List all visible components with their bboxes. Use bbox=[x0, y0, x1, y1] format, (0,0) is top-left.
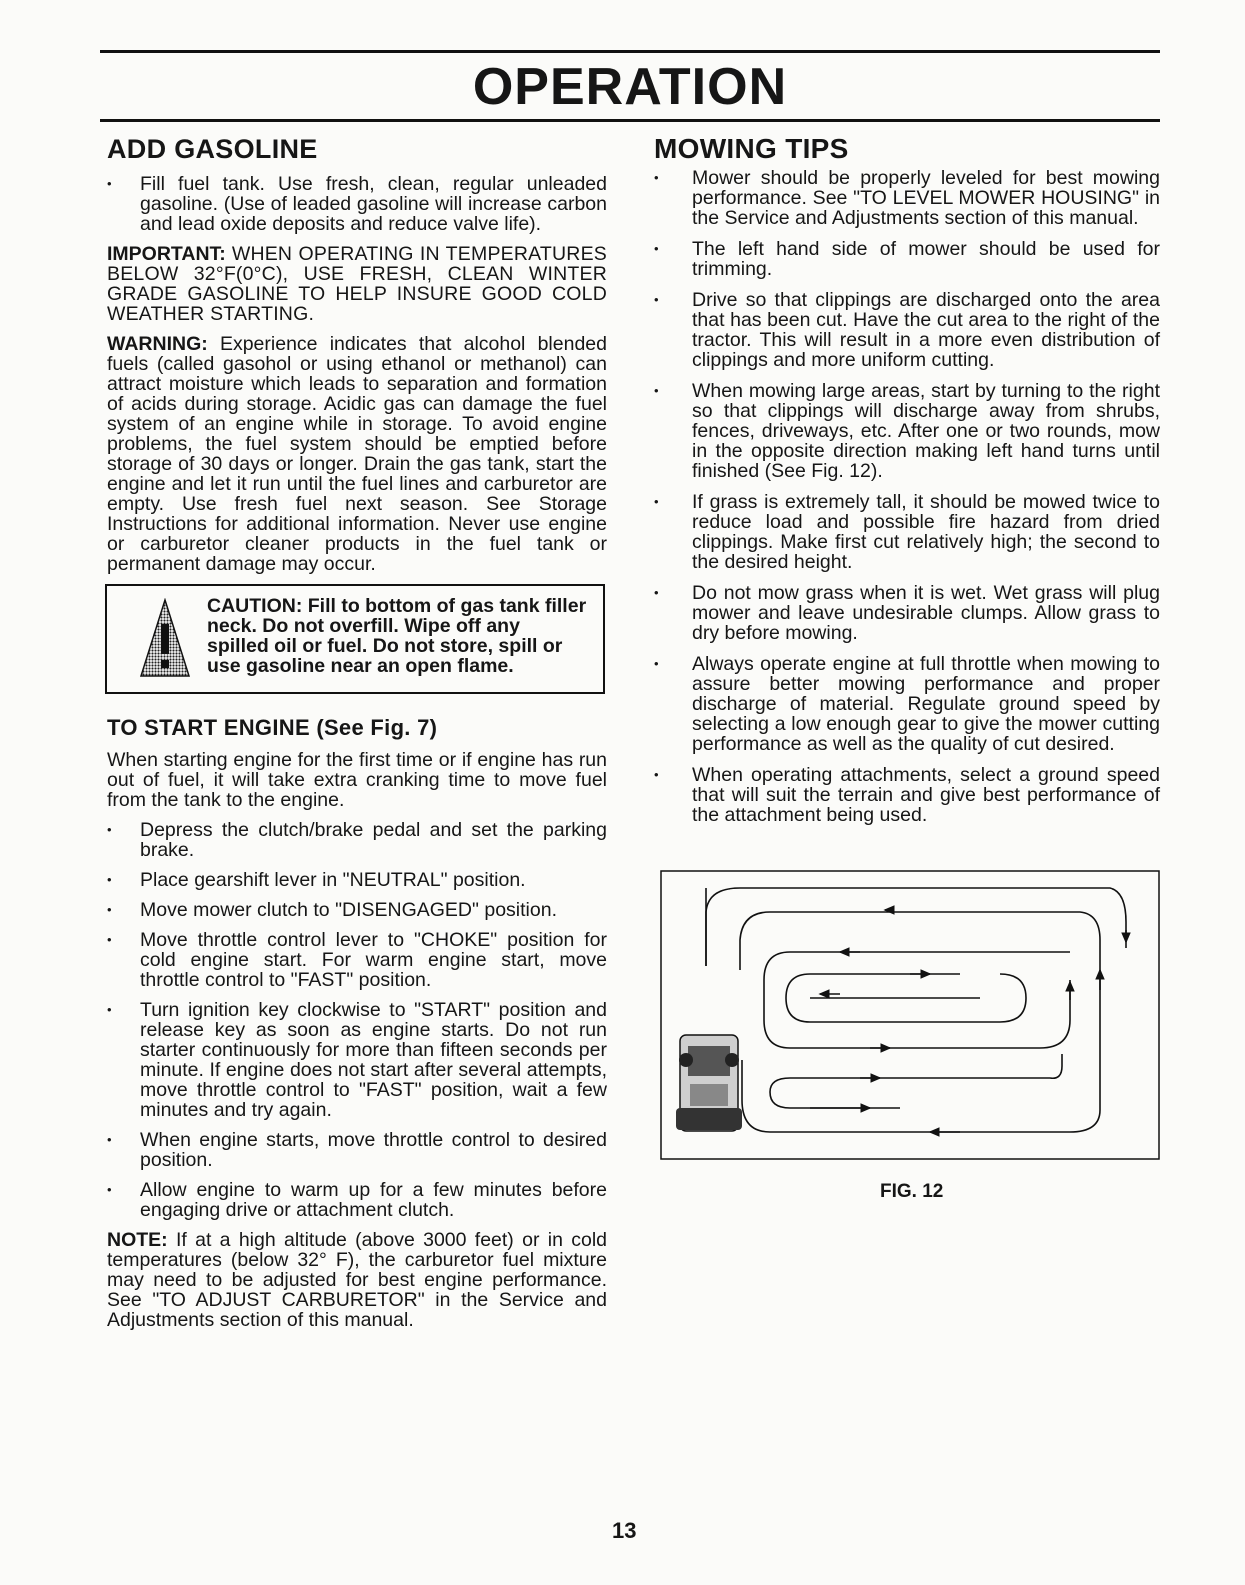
mowing-tips-list bbox=[654, 168, 1160, 825]
bullet-icon: • bbox=[107, 1182, 112, 1197]
list-item bbox=[654, 381, 1160, 481]
list-item-text: Allow engine to warm up for a few minutes before engaging drive or attachment clutch. bbox=[140, 1179, 607, 1221]
bullet-icon: • bbox=[654, 656, 659, 671]
list-item bbox=[107, 1130, 607, 1170]
list-item-text: Do not mow grass when it is wet. Wet grass will plug mower and leave undesirable clumps. Allow grass to dry before mowing. bbox=[692, 582, 1160, 644]
warning-triangle-icon bbox=[139, 598, 191, 680]
bullet-icon: • bbox=[107, 176, 112, 191]
start-steps-list bbox=[107, 820, 607, 1220]
bullet-icon: • bbox=[107, 1002, 112, 1017]
list-item bbox=[107, 870, 607, 890]
bullet-icon: • bbox=[107, 872, 112, 887]
warning-paragraph bbox=[107, 334, 607, 574]
list-item-text: The left hand side of mower should be used for trimming. bbox=[692, 238, 1160, 280]
note-text: If at a high altitude (above 3000 feet) or in cold temperatures (below 32° F), the carburetor fuel mixture may need to be adjusted for best engine performance. See "TO ADJUST CARBURETOR" in the Service and Adjustments section of this manual. bbox=[107, 1229, 607, 1331]
list-item-text: Always operate engine at full throttle when mowing to assure better mowing performance and proper discharge of material. Regulate ground speed by selecting a low enough gear to give the mower cutting performance as well as the quality of cut desired. bbox=[692, 653, 1160, 755]
mowing-tips-heading: MOWING TIPS bbox=[654, 133, 849, 164]
mowing-path bbox=[706, 888, 1126, 1132]
list-item bbox=[107, 820, 607, 860]
list-item bbox=[107, 1180, 607, 1220]
list-item bbox=[654, 654, 1160, 754]
page-number: 13 bbox=[612, 1518, 637, 1543]
list-item bbox=[654, 765, 1160, 825]
important-label: IMPORTANT: bbox=[107, 243, 226, 265]
list-item-text: When engine starts, move throttle control to desired position. bbox=[140, 1129, 607, 1171]
mowing-pattern-figure bbox=[660, 870, 1160, 1160]
list-item-text: If grass is extremely tall, it should be mowed twice to reduce load and possible fire hazard from dried clippings. Make first cut relatively high; the second to the desired height. bbox=[692, 491, 1160, 573]
left-column bbox=[107, 134, 607, 1340]
list-item bbox=[654, 492, 1160, 572]
list-item bbox=[107, 1000, 607, 1120]
list-item-text: Move throttle control lever to "CHOKE" position for cold engine start. For warm engine start, move throttle control to "FAST" position. bbox=[140, 929, 607, 991]
warning-label: WARNING: bbox=[107, 333, 208, 355]
bullet-icon: • bbox=[654, 494, 659, 509]
list-item bbox=[654, 583, 1160, 643]
list-item bbox=[654, 290, 1160, 370]
note-label: NOTE: bbox=[107, 1229, 168, 1251]
bullet-icon: • bbox=[107, 1132, 112, 1147]
list-item bbox=[654, 239, 1160, 279]
bullet-icon: • bbox=[107, 822, 112, 837]
start-intro: When starting engine for the first time or if engine has run out of fuel, it will take extra cranking time to move fuel from the tank to the engine. bbox=[107, 749, 607, 811]
list-item-text: Move mower clutch to "DISENGAGED" position. bbox=[140, 899, 557, 921]
list-item bbox=[107, 900, 607, 920]
add-gasoline-heading: ADD GASOLINE bbox=[107, 134, 318, 164]
warning-text: Experience indicates that alcohol blended fuels (called gasohol or using ethanol or methanol) can attract moisture which leads to separation and formation of acids during storage. Acidic gas can damage the fuel system of an engine while in storage. To avoid engine problems, the fuel system should be emptied before storage of 30 days or longer. Drain the gas tank, start the engine and let it run until the fuel lines and carburetor are empty. Use fresh fuel next season. See Storage Instructions for additional information. Never use engine or carburetor cleaner products in the fuel tank or permanent damage may occur. bbox=[107, 333, 607, 575]
list-item bbox=[654, 168, 1160, 228]
list-item bbox=[107, 174, 607, 234]
list-item-text: Place gearshift lever in "NEUTRAL" position. bbox=[140, 869, 526, 891]
caution-box bbox=[105, 584, 605, 694]
list-item-text: When mowing large areas, start by turning to the right so that clippings will discharge away from shrubs, fences, driveways, etc. After one or two rounds, mow in the opposite direction making left hand turns until finished (See Fig. 12). bbox=[692, 380, 1160, 482]
bullet-icon: • bbox=[654, 170, 659, 185]
bullet-icon: • bbox=[654, 292, 659, 307]
bullet-icon: • bbox=[654, 767, 659, 782]
bullet-icon: • bbox=[654, 383, 659, 398]
list-item-text: When operating attachments, select a ground speed that will suit the terrain and give best performance of the attachment being used. bbox=[692, 764, 1160, 826]
start-engine-heading: TO START ENGINE (See Fig. 7) bbox=[107, 715, 438, 740]
page-title: OPERATION bbox=[472, 58, 788, 116]
top-rule bbox=[100, 50, 1160, 53]
bullet-icon: • bbox=[654, 585, 659, 600]
list-item-text: Drive so that clippings are discharged onto the area that has been cut. Have the cut area to the right of the tractor. This will result in a more even distribution of clippings and more uniform cutting. bbox=[692, 289, 1160, 371]
bullet-icon: • bbox=[107, 902, 112, 917]
list-item-text: Fill fuel tank. Use fresh, clean, regular unleaded gasoline. (Use of leaded gasoline will increase carbon and lead oxide deposits and reduce valve life). bbox=[140, 173, 607, 235]
list-item-text: Mower should be properly leveled for best mowing performance. See "TO LEVEL MOWER HOUSING" in the Service and Adjustments section of this manual. bbox=[692, 167, 1160, 229]
list-item-text: Depress the clutch/brake pedal and set the parking brake. bbox=[140, 819, 607, 861]
figure-caption: FIG. 12 bbox=[880, 1181, 944, 1202]
important-paragraph bbox=[107, 244, 607, 324]
bullet-icon: • bbox=[107, 932, 112, 947]
right-column bbox=[654, 134, 1160, 836]
tractor-icon bbox=[676, 1035, 742, 1131]
gasoline-list bbox=[107, 174, 607, 234]
important-text: WHEN OPERATING IN TEMPERATURES BELOW 32°F(0°C), USE FRESH, CLEAN WINTER GRADE GASOLINE TO HELP INSURE GOOD COLD WEATHER STARTING. bbox=[107, 243, 607, 325]
note-paragraph bbox=[107, 1230, 607, 1330]
caution-text: CAUTION: Fill to bottom of gas tank filler neck. Do not overfill. Wipe off any spilled oil or fuel. Do not store, spill or use gasoline near an open flame. bbox=[207, 595, 587, 677]
bullet-icon: • bbox=[654, 241, 659, 256]
list-item bbox=[107, 930, 607, 990]
list-item-text: Turn ignition key clockwise to "START" position and release key as soon as engine starts. Do not run starter continuously for more than fifteen seconds per minute. If engine does not start after several attempts, move throttle control to "FAST" position, wait a few minutes and try again. bbox=[140, 999, 607, 1121]
title-rule bbox=[100, 119, 1160, 122]
